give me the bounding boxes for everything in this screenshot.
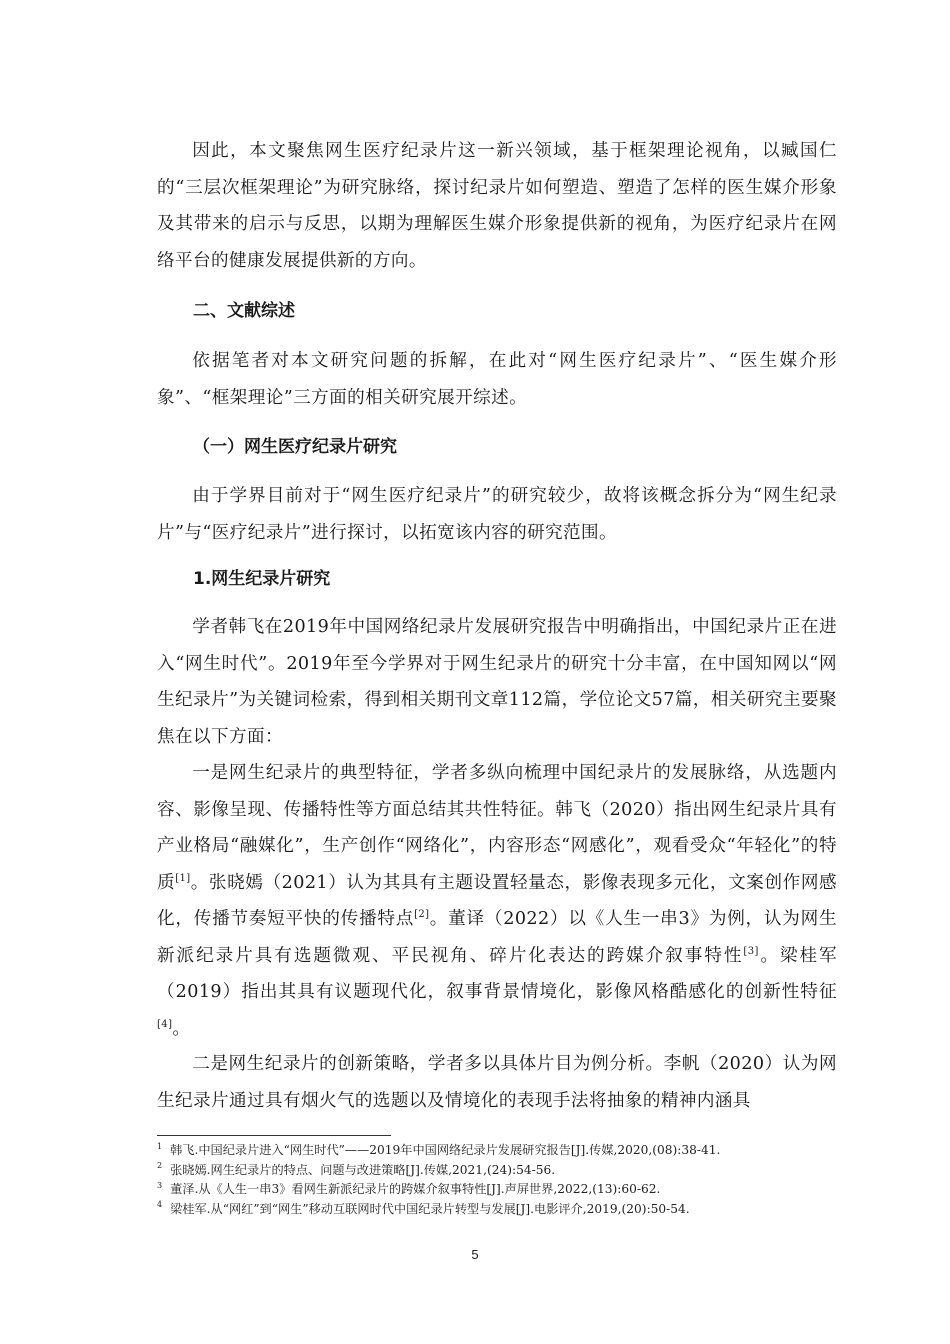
footnote-mark: 3 bbox=[157, 1180, 163, 1190]
subsubsection-heading-web-documentary: 1.网生纪录片研究 bbox=[193, 569, 331, 589]
footnotes bbox=[157, 1141, 837, 1219]
paragraph-text: 因此，本文聚焦网生医疗纪录片这一新兴领域，基于框架理论视角，以臧国仁的“三层次框架理论”为研究脉络，探讨纪录片如何塑造、塑造了怎样的医生媒介形象及其带来的启示与反思，以期为理解医生媒介形象提供新的视角，为医疗纪录片在网络平台的健康发展提供新的方向。 bbox=[157, 141, 837, 271]
footnote-mark: 4 bbox=[157, 1200, 163, 1210]
paragraph-research-overview bbox=[157, 609, 837, 755]
paragraph-text: 二是网生纪录片的创新策略，学者多以具体片目为例分析。李帆（2020）认为网生纪录片通过具有烟火气的选题以及情境化的表现手法将抽象的精神内涵具 bbox=[157, 1054, 837, 1111]
subsection-heading-medical-documentary: （一）网生医疗纪录片研究 bbox=[193, 437, 397, 457]
footnote-mark: 2 bbox=[157, 1161, 163, 1171]
paragraph-text: 依据笔者对本文研究问题的拆解，在此对“网生医疗纪录片”、“医生媒介形象”、“框架理论”三方面的相关研究展开综述。 bbox=[157, 351, 837, 408]
citation-1[interactable]: [1] bbox=[175, 872, 191, 884]
paragraph-text bbox=[157, 755, 837, 1047]
footnote-divider bbox=[157, 1135, 391, 1136]
text-run: 。董译（2022）以《人生一串3》为例，认为网生新派纪录片具有选题微观、平民视角、碎片化表达的跨媒介叙事特性 bbox=[157, 909, 837, 966]
text-run: 一是网生纪录片的典型特征，学者多纵向梳理中国纪录片的发展脉络，从选题内容、影像呈现、传播特性等方面总结其共性特征。韩飞（2020）指出网生纪录片具有产业格局“融媒化”，生产创作“网络化”，内容形态“网感化”，观看受众“年轻化”的特质 bbox=[157, 763, 837, 893]
footnote-3 bbox=[157, 1180, 837, 1200]
citation-3[interactable]: [3] bbox=[743, 945, 759, 957]
footnote-text: 韩飞.中国纪录片进入“网生时代”——2019年中国网络纪录片发展研究报告[J].传媒,2020,(08):38-41. bbox=[170, 1143, 721, 1157]
paragraph-intro bbox=[157, 133, 837, 279]
text-run: 。 bbox=[172, 1018, 191, 1039]
footnote-text: 梁桂军.从“网红”到“网生”移动互联网时代中国纪录片转型与发展[J].电影评介,2019,(20):50-54. bbox=[170, 1201, 690, 1216]
text-run: 。张晓嫣（2021）认为其具有主题设置轻量态，影像表现多元化，文案创作网感化，传播节奏短平快的传播特点 bbox=[157, 872, 838, 929]
citation-4[interactable]: [4] bbox=[157, 1018, 173, 1030]
paragraph-scope bbox=[157, 478, 837, 551]
page-number: 5 bbox=[471, 1247, 479, 1262]
citation-2[interactable]: [2] bbox=[414, 909, 430, 921]
paragraph-text: 学者韩飞在2019年中国网络纪录片发展研究报告中明确指出，中国纪录片正在进入“网生时代”。2019年至今学界对于网生纪录片的研究十分丰富，在中国知网以“网生纪录片”为关键词检索，得到相关期刊文章112篇，学位论文57篇，相关研究主要聚焦在以下方面： bbox=[157, 617, 837, 747]
section-heading-literature-review: 二、文献综述 bbox=[193, 301, 295, 321]
footnote-4 bbox=[157, 1200, 837, 1220]
paragraph-typical-features bbox=[157, 755, 837, 1047]
paragraph-text: 由于学界目前对于“网生医疗纪录片”的研究较少，故将该概念拆分为“网生纪录片”与“医疗纪录片”进行探讨，以拓宽该内容的研究范围。 bbox=[157, 486, 837, 543]
footnote-2 bbox=[157, 1161, 837, 1181]
paragraph-innovation-strategy bbox=[157, 1046, 837, 1119]
footnote-1 bbox=[157, 1141, 837, 1161]
paragraph-lit-overview bbox=[157, 343, 837, 416]
footnote-mark: 1 bbox=[157, 1141, 163, 1151]
footnote-text: 张晓嫣.网生纪录片的特点、问题与改进策略[J].传媒,2021,(24):54-56. bbox=[170, 1162, 556, 1177]
footnote-text: 董泽.从《人生一串3》看网生新派纪录片的跨媒介叙事特性[J].声屏世界,2022,(13):60-62. bbox=[170, 1182, 661, 1196]
text-run: 。梁桂军（2019）指出其具有议题现代化，叙事背景情境化，影像风格酷感化的创新性特征 bbox=[157, 945, 837, 1002]
